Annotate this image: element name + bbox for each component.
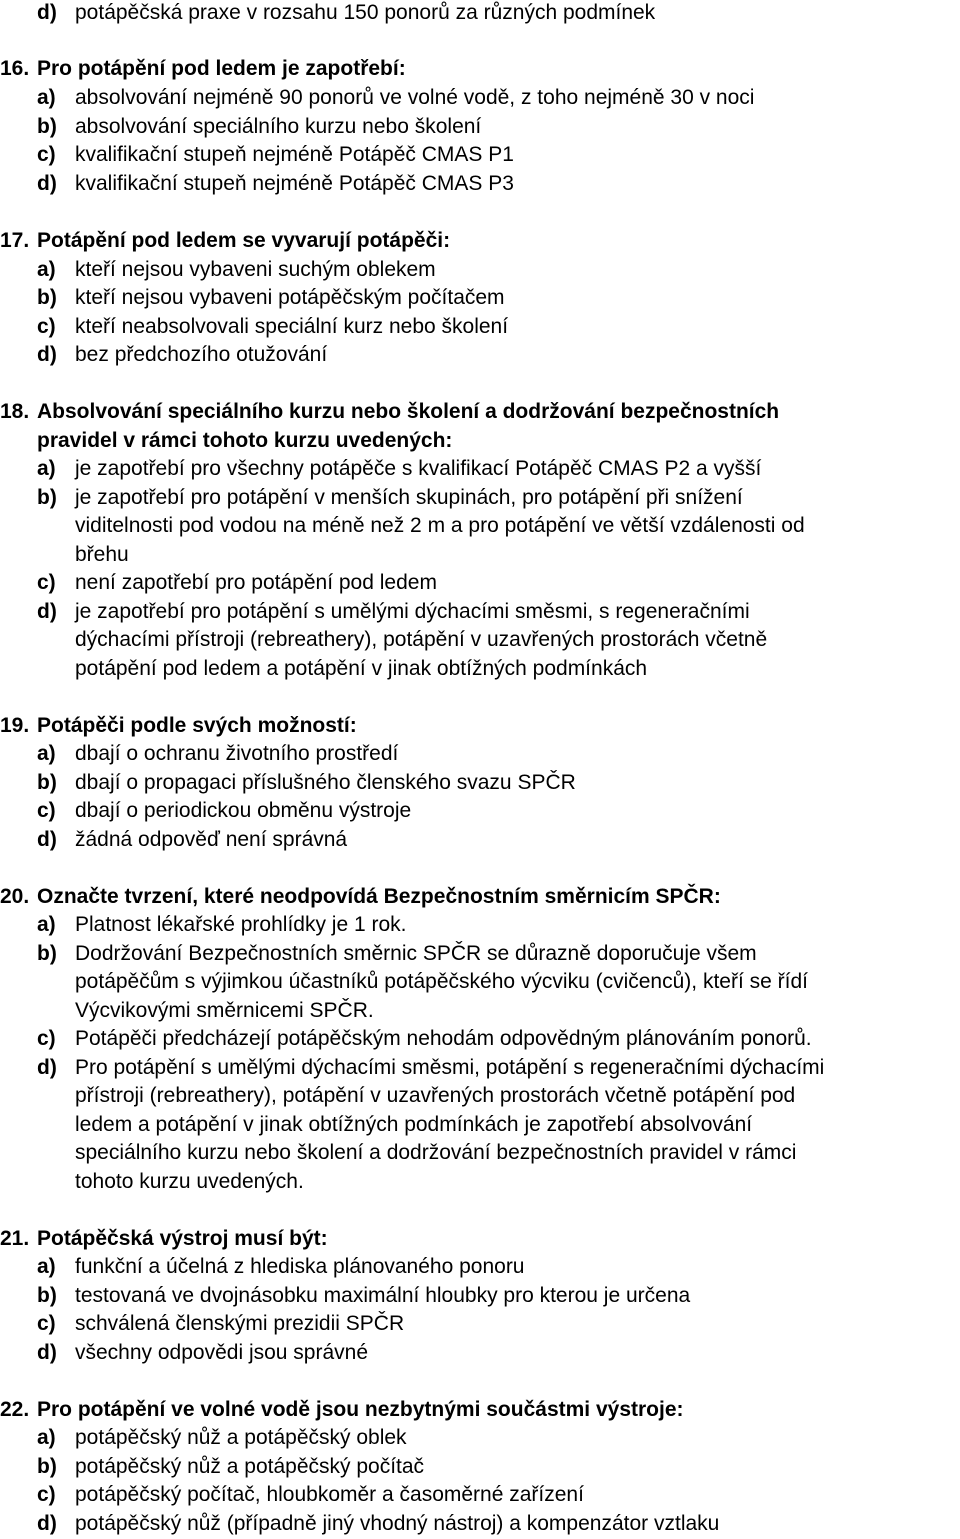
- answer-text: břehu: [75, 543, 129, 566]
- answer-text: Pro potápění s umělými dýchacími směsmi, potápění s regeneračními dýchacími: [75, 1056, 825, 1079]
- question-number: 20.: [0, 885, 30, 908]
- answer-text: Výcvikovými směrnicemi SPČR.: [75, 999, 374, 1022]
- answer-label: b): [37, 771, 57, 794]
- question-number: 22.: [0, 1398, 30, 1421]
- answer-text: kvalifikační stupeň nejméně Potápěč CMAS P1: [75, 143, 514, 166]
- question-text: Absolvování speciálního kurzu nebo školení a dodržování bezpečnostních: [37, 400, 780, 423]
- answer-text: absolvování nejméně 90 ponorů ve volné vodě, z toho nejméně 30 v noci: [75, 86, 755, 109]
- answer-label: d): [37, 600, 57, 623]
- answer-text: potápění pod ledem a potápění v jinak obtížných podmínkách: [75, 657, 648, 680]
- answer-text: potápěčský počítač, hloubkoměr a časoměrné zařízení: [75, 1483, 584, 1506]
- answer-text: viditelnosti pod vodou na méně než 2 m a pro potápění ve větší vzdálenosti od: [75, 514, 805, 537]
- answer-text: bez předchozího otužování: [75, 343, 328, 366]
- answer-label: a): [37, 1255, 56, 1278]
- question-number: 16.: [0, 57, 30, 80]
- answer-text: potápěčům s výjimkou účastníků potápěčského výcviku (cvičenců), kteří se řídí: [75, 970, 808, 993]
- answer-text: dbají o ochranu životního prostředí: [75, 742, 399, 765]
- question-text: Potápěči podle svých možností:: [37, 714, 357, 737]
- question-text: Označte tvrzení, které neodpovídá Bezpečnostním směrnicím SPČR:: [37, 885, 721, 908]
- answer-text: potápěčský nůž a potápěčský počítač: [75, 1455, 425, 1478]
- answer-label: a): [37, 86, 56, 109]
- answer-text: tohoto kurzu uvedených.: [75, 1170, 304, 1193]
- answer-text: dýchacími přístroji (rebreathery), potápění v uzavřených prostorách včetně: [75, 628, 768, 651]
- answer-text: dbají o propagaci příslušného členského svazu SPČR: [75, 771, 576, 794]
- answer-text: kteří nejsou vybaveni potápěčským počítačem: [75, 286, 505, 309]
- answer-label: d): [37, 1056, 57, 1079]
- answer-text: potápěčský nůž (případně jiný vhodný nástroj) a kompenzátor vztlaku: [75, 1512, 720, 1535]
- answer-label: d): [37, 343, 57, 366]
- question-text: Potápěčská výstroj musí být:: [37, 1227, 328, 1250]
- answer-label: b): [37, 942, 57, 965]
- answer-text: funkční a účelná z hlediska plánovaného ponoru: [75, 1255, 525, 1278]
- answer-label: a): [37, 258, 56, 281]
- answer-label: b): [37, 486, 57, 509]
- answer-label: c): [37, 1483, 56, 1506]
- answer-text: kteří nejsou vybaveni suchým oblekem: [75, 258, 436, 281]
- question-text: pravidel v rámci tohoto kurzu uvedených:: [37, 429, 453, 452]
- answer-text: dbají o periodickou obměnu výstroje: [75, 799, 412, 822]
- answer-label: c): [37, 799, 56, 822]
- answer-text: kvalifikační stupeň nejméně Potápěč CMAS P3: [75, 172, 514, 195]
- answer-text: potápěčská praxe v rozsahu 150 ponorů za různých podmínek: [75, 1, 656, 24]
- question-text: Pro potápění pod ledem je zapotřebí:: [37, 57, 406, 80]
- answer-label: b): [37, 115, 57, 138]
- answer-text: je zapotřebí pro potápění v menších skupinách, pro potápění při snížení: [75, 486, 743, 509]
- question-number: 21.: [0, 1227, 30, 1250]
- answer-label: a): [37, 457, 56, 480]
- answer-label: c): [37, 315, 56, 338]
- question-number: 17.: [0, 229, 30, 252]
- answer-label: d): [37, 1, 57, 24]
- answer-text: absolvování speciálního kurzu nebo školení: [75, 115, 482, 138]
- answer-label: d): [37, 172, 57, 195]
- answer-text: není zapotřebí pro potápění pod ledem: [75, 571, 437, 594]
- answer-text: ledem a potápění v jinak obtížných podmínkách je zapotřebí absolvování: [75, 1113, 753, 1136]
- answer-text: Potápěči předcházejí potápěčským nehodám odpovědným plánováním ponorů.: [75, 1027, 812, 1050]
- answer-label: a): [37, 1426, 56, 1449]
- answer-label: b): [37, 1455, 57, 1478]
- answer-label: d): [37, 828, 57, 851]
- answer-label: a): [37, 742, 56, 765]
- answer-text: Platnost lékařské prohlídky je 1 rok.: [75, 913, 407, 936]
- answer-label: d): [37, 1512, 57, 1535]
- answer-label: b): [37, 1284, 57, 1307]
- answer-text: schválená členskými prezidii SPČR: [75, 1312, 405, 1335]
- answer-label: c): [37, 143, 56, 166]
- answer-label: b): [37, 286, 57, 309]
- question-number: 18.: [0, 400, 30, 423]
- answer-text: je zapotřebí pro potápění s umělými dýchacími směsmi, s regeneračními: [75, 600, 750, 623]
- answer-text: je zapotřebí pro všechny potápěče s kvalifikací Potápěč CMAS P2 a vyšší: [75, 457, 762, 480]
- answer-text: kteří neabsolvovali speciální kurz nebo školení: [75, 315, 509, 338]
- answer-label: a): [37, 913, 56, 936]
- answer-text: přístroji (rebreathery), potápění v uzavřených prostorách včetně potápění pod: [75, 1084, 796, 1107]
- answer-text: speciálního kurzu nebo školení a dodržování bezpečnostních pravidel v rámci: [75, 1141, 797, 1164]
- answer-label: c): [37, 571, 56, 594]
- question-number: 19.: [0, 714, 30, 737]
- answer-label: d): [37, 1341, 57, 1364]
- question-text: Pro potápění ve volné vodě jsou nezbytnými součástmi výstroje:: [37, 1398, 684, 1421]
- answer-text: všechny odpovědi jsou správné: [75, 1341, 369, 1364]
- answer-text: potápěčský nůž a potápěčský oblek: [75, 1426, 407, 1449]
- answer-text: testovaná ve dvojnásobku maximální hloubky pro kterou je určena: [75, 1284, 691, 1307]
- answer-label: c): [37, 1312, 56, 1335]
- answer-text: žádná odpověď není správná: [75, 828, 348, 851]
- answer-text: Dodržování Bezpečnostních směrnic SPČR se důrazně doporučuje všem: [75, 942, 757, 965]
- answer-label: c): [37, 1027, 56, 1050]
- question-text: Potápění pod ledem se vyvarují potápěči:: [37, 229, 451, 252]
